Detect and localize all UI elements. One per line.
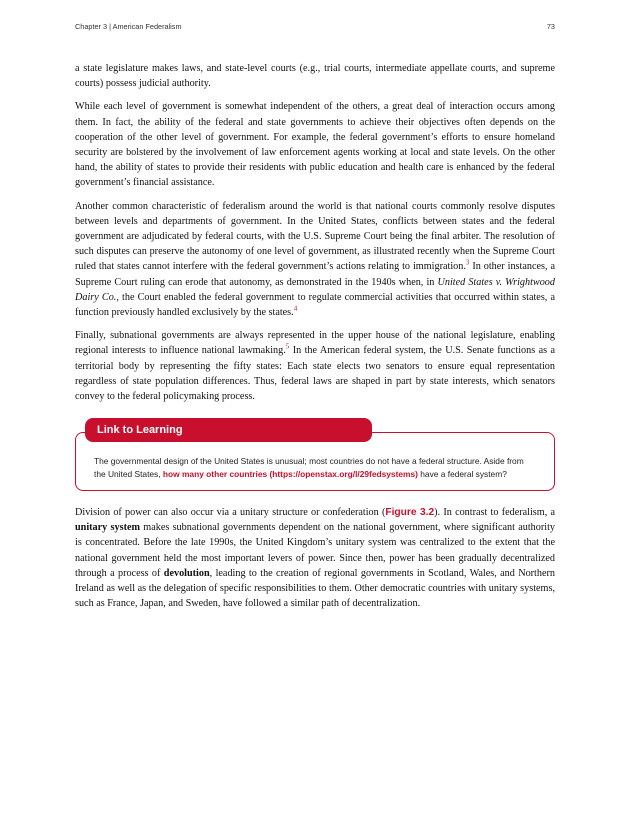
figure-reference[interactable]: Figure 3.2 <box>385 507 435 519</box>
page-content <box>75 61 555 620</box>
chapter-title: Chapter 3 | American Federalism <box>75 22 182 31</box>
paragraph-3 <box>75 199 555 321</box>
link-box-text-b: have a federal system? <box>417 468 507 479</box>
case-name: United States v. Wrightwood Dairy Co. <box>75 276 555 303</box>
page-number: 73 <box>546 22 555 31</box>
paragraph-2: While each level of government is somewhat independent of the others, a great deal of interaction occurs among them. In fact, the ability of the federal and state governments to achieve their objectives often depends on the cooperation of the other level of government. For example, the federal government’s efforts to ensure homeland security are bolstered by the involvement of law enforcement agents working at local and state levels. On the other hand, the ability of states to provide their residents with public education and health care is enhanced by the federal government’s financial assistance. <box>75 101 555 189</box>
term-unitary-system: unitary system <box>75 522 140 534</box>
footnote-ref-5[interactable]: 5 <box>285 343 290 352</box>
paragraph-4 <box>75 328 555 404</box>
paragraph-5-text-c: makes subnational governments dependent on the national government, where significant authority is concentrated. Before the late 1990s, the United Kingdom’s unitary system was centralized to the extent that the national government held the most important levers of power. Since then, power has been gradually decentralized through a process of <box>75 522 556 579</box>
paragraph-3-text-a: Another common characteristic of federalism around the world is that national courts commonly resolve disputes between levels and departments of government. In the United States, conflicts between states and the federal government are adjudicated by federal courts, with the U.S. Supreme Court being the final arbiter. The resolution of such disputes can preserve the autonomy of one level of government, as illustrated recently when the Supreme Court ruled that states cannot interfere with the federal government’s actions relating to immigration. <box>75 200 555 273</box>
link-to-learning-title: Link to Learning <box>85 418 372 442</box>
paragraph-5-text-a: Division of power can also occur via a unitary structure or confederation ( <box>75 507 386 519</box>
page-header <box>75 22 555 31</box>
paragraph-1: a state legislature makes laws, and state-level courts (e.g., trial courts, intermediate appellate courts, and supreme courts) possess judicial authority. <box>75 63 555 90</box>
link-box-text-a: The governmental design of the United States is unusual; most countries do not have a federal structure. Aside from the United States, <box>94 456 524 479</box>
paragraph-4-text-b: In the American federal system, the U.S. Senate functions as a territorial body by representing the fifty states: Each state elects two senators to ensure equal representation regardless of state population differences. Thus, federal laws are shaped in part by state interests, which senators convey to the federal policymaking process. <box>75 345 555 403</box>
paragraph-5 <box>75 505 555 611</box>
footnote-ref-4[interactable]: 4 <box>293 304 298 313</box>
term-devolution: devolution <box>163 567 210 579</box>
paragraph-3-text-c: , the Court enabled the federal government to regulate commercial activities that occurred within states, a function previously handled exclusively by the states. <box>75 291 556 319</box>
paragraph-3-text-b: In other instances, a Supreme Court ruling can erode that autonomy, as demonstrated in the 1940s when, in <box>75 261 555 288</box>
paragraph-5-text-d: , leading to the creation of regional governments in Scotland, Wales, and Northern Ireland as well as the delegation of specific responsibilities to them. Other democratic countries with unitary systems, such as France, Japan, and Sweden, have followed a similar path of decentralization. <box>75 567 555 610</box>
federal-systems-link[interactable]: how many other countries (https://openstax.org/l/29fedsystems) <box>162 468 418 479</box>
paragraph-5-text-b: ). In contrast to federalism, a <box>434 507 555 519</box>
footnote-ref-3[interactable]: 3 <box>465 259 470 268</box>
link-to-learning-box <box>75 418 555 491</box>
paragraph-4-text-a: Finally, subnational governments are always represented in the upper house of the national legislature, enabling regional interests to influence national lawmaking. <box>75 330 555 357</box>
